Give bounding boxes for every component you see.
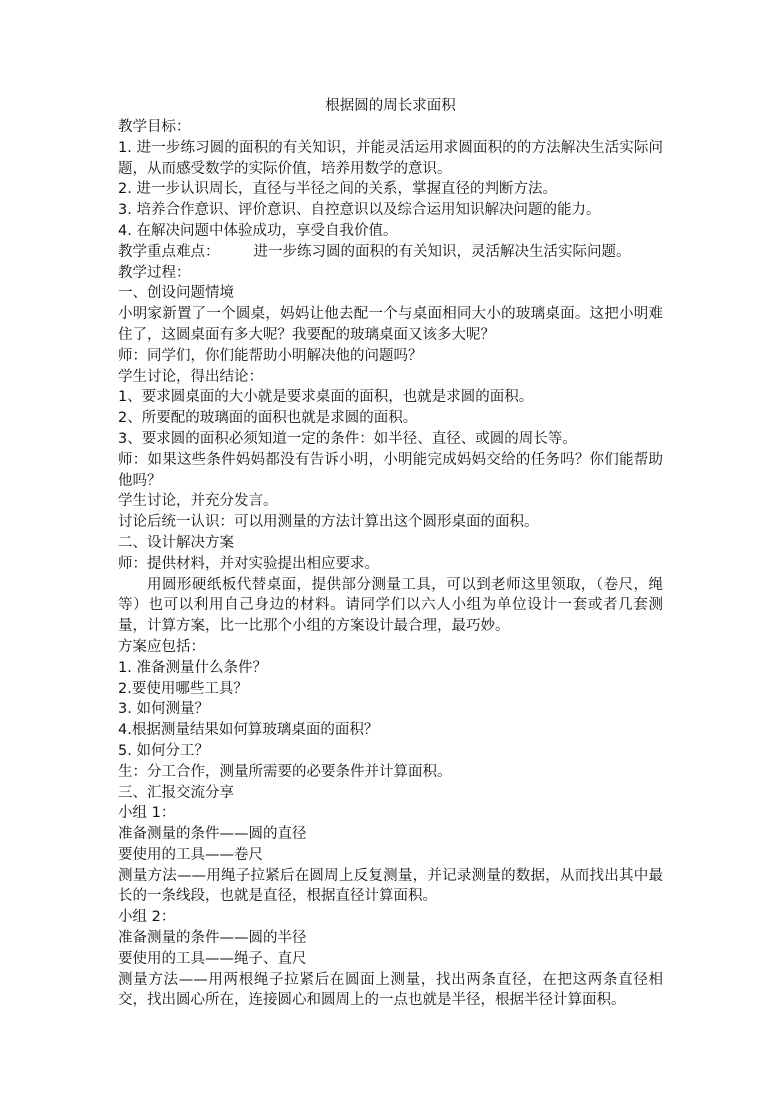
- student-action: 生：分工合作，测量所需要的必要条件并计算面积。: [118, 763, 452, 780]
- goal-item-1: 1. 进一步练习圆的面积的有关知识，并能灵活运用求圆面积的的方法解决生活实际问题，从而感受数学的实际价值，培养用数学的意识。: [118, 139, 663, 177]
- section-1-story: 小明家新置了一个圆桌，妈妈让他去配一个与桌面相同大小的玻璃桌面。这把小明难住了，这圆桌面有多大呢？我要配的玻璃桌面又该多大呢？: [118, 306, 663, 343]
- plan-item-2: 2.要使用哪些工具？: [118, 680, 248, 697]
- key-points: [118, 242, 663, 263]
- section-2-heading: 二、设计解决方案: [118, 534, 234, 551]
- section-3-heading: 三、汇报交流分享: [118, 784, 234, 801]
- process-heading: 教学过程：: [118, 264, 191, 281]
- goal-item-4: 4. 在解决问题中体验成功，享受自我价值。: [118, 222, 398, 239]
- conclusion-2: 2、所要配的玻璃面的面积也就是求圆的面积。: [118, 410, 418, 427]
- plan-item-1: 1. 准备测量什么条件？: [118, 659, 267, 676]
- teacher-followup: 师：如果这些条件妈妈都没有告诉小明，小明能完成妈妈交给的任务吗？你们能帮助他吗？: [118, 451, 663, 489]
- conclusion-3: 3、要求圆的面积必须知道一定的条件：如半径、直径、或圆的周长等。: [118, 430, 577, 447]
- group-2-name: 小组 2：: [118, 909, 176, 926]
- group-2-condition: 准备测量的条件——圆的半径: [118, 930, 307, 947]
- plan-item-5: 5. 如何分工？: [118, 742, 209, 759]
- group-1-tools: 要使用的工具——卷尺: [118, 846, 263, 863]
- conclusion-1: 1、要求圆桌面的大小就是要求桌面的面积，也就是求圆的面积。: [118, 389, 534, 406]
- goal-item-2: 2. 进一步认识周长，直径与半径之间的关系，掌握直径的判断方法。: [118, 181, 557, 198]
- plan-heading: 方案应包括：: [118, 638, 205, 655]
- key-points-text: 进一步练习圆的面积的有关知识，灵活解决生活实际问题。: [253, 243, 631, 260]
- group-2-tools: 要使用的工具——绳子、直尺: [118, 950, 307, 967]
- consensus: 讨论后统一认识：可以用测量的方法计算出这个圆形桌面的面积。: [118, 514, 539, 531]
- document-title: 根据圆的周长求面积: [325, 98, 456, 114]
- goals-heading: 教学目标：: [118, 119, 191, 135]
- teacher-instruction: 师：提供材料，并对实验提出相应要求。: [118, 555, 379, 572]
- goal-item-3: 3. 培养合作意识、评价意识、自控意识以及综合运用知识解决问题的能力。: [118, 202, 601, 219]
- student-response: 学生讨论，并充分发言。: [118, 493, 278, 510]
- plan-item-3: 3. 如何测量？: [118, 701, 209, 718]
- discussion-heading: 学生讨论，得出结论：: [118, 368, 263, 385]
- group-1-method: 测量方法——用绳子拉紧后在圆周上反复测量，并记录测量的数据，从而找出其中最长的一条线段，也就是直径，根据直径计算面积。: [118, 867, 663, 905]
- group-1-name: 小组 1：: [118, 805, 176, 822]
- group-1-condition: 准备测量的条件——圆的直径: [118, 826, 307, 843]
- section-1-heading: 一、创设问题情境: [118, 285, 234, 302]
- activity-description: 用圆形硬纸板代替桌面，提供部分测量工具，可以到老师这里领取，（卷尺，绳等）也可以利用自己身边的材料。请同学们以六人小组为单位设计一套或者几套测量，计算方案，比一比那个小组的方案设计最合理，最巧妙。: [118, 576, 663, 635]
- teacher-question: 师：同学们，你们能帮助小明解决他的问题吗？: [118, 347, 423, 364]
- key-points-label: 教学重点难点：: [118, 243, 220, 260]
- group-2-method: 测量方法——用两根绳子拉紧后在圆面上测量，找出两条直径，在把这两条直径相交，找出圆心所在，连接圆心和圆周上的一点也就是半径，根据半径计算面积。: [118, 971, 663, 1009]
- plan-item-4: 4.根据测量结果如何算玻璃桌面的面积？: [118, 722, 379, 739]
- document-page: [118, 96, 663, 1011]
